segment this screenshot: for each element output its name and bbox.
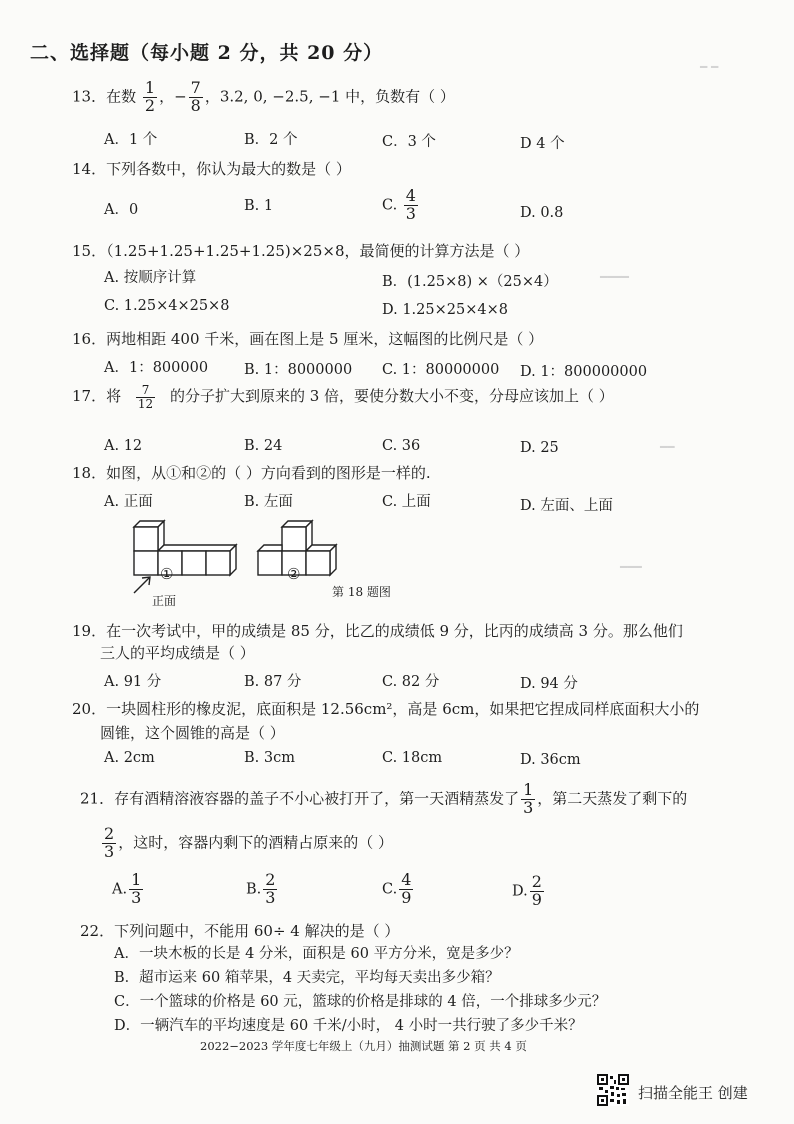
page-footer: 2022−2023 学年度七年级上（九月）抽测试题 第 2 页 共 4 页: [200, 1039, 527, 1053]
q13-fraction-2: $\frac{7}{8}$: [190, 78, 201, 115]
bleed-through-mark: ━━━━: [600, 270, 629, 284]
question-19-line-2: 三人的平均成绩是（ ）: [100, 644, 255, 662]
q13-option-a[interactable]: A．1 个: [104, 132, 158, 148]
bleed-through-mark: ━━: [660, 440, 675, 454]
question-13: [72, 80, 455, 115]
q21-option-c[interactable]: C. $\frac{4}{9}$: [382, 870, 412, 907]
q19-option-d[interactable]: D. 94 分: [520, 676, 578, 692]
q16-option-b[interactable]: B. 1：8000000: [244, 362, 353, 378]
q21-option-a[interactable]: A. $\frac{1}{3}$: [112, 870, 142, 907]
qr-code-icon: [597, 1074, 629, 1106]
q17-fraction: $\frac{7}{12}$: [137, 383, 154, 411]
q15-option-a[interactable]: A. 按顺序计算: [104, 270, 197, 286]
q17-prefix: 17．将: [72, 387, 122, 406]
figure-1-label: ①: [160, 565, 174, 583]
question-20-line-1: 20．一块圆柱形的橡皮泥，底面积是 12.56cm²，高是 6cm，如果把它捏成同样底面积大小的: [72, 700, 700, 718]
q21-option-d[interactable]: D. $\frac{2}{9}$: [512, 872, 542, 909]
q18-option-c[interactable]: C. 上面: [382, 494, 431, 510]
q13-option-c[interactable]: C．3 个: [382, 134, 436, 150]
section-title: 二、选择题（每小题 2 分，共 20 分）: [30, 42, 384, 64]
q21-fraction-1: $\frac{1}{3}$: [523, 780, 534, 817]
question-21-line-2: $\frac{2}{3}$ ，这时，容器内剩下的酒精占原来的（ ）: [104, 824, 393, 861]
q14-fraction: $\frac{4}{3}$: [405, 186, 416, 223]
q13-option-b[interactable]: B．2 个: [244, 132, 298, 148]
q19-option-a[interactable]: A. 91 分: [104, 674, 162, 690]
figure-1-cubes: [134, 521, 236, 575]
q17-suffix: 的分子扩大到原来的 3 倍，要使分数大小不变，分母应该加上（ ）: [169, 387, 614, 406]
q16-option-c[interactable]: C. 1：80000000: [382, 362, 500, 378]
q17-option-c[interactable]: C. 36: [382, 438, 421, 454]
question-17: [72, 384, 614, 410]
q21-option-b-fraction: $\frac{2}{3}$: [265, 870, 276, 907]
q20-option-b[interactable]: B. 3cm: [244, 750, 295, 766]
q21-option-d-fraction: $\frac{2}{9}$: [531, 872, 542, 909]
q20-option-c[interactable]: C. 18cm: [382, 750, 443, 766]
question-15: 15．（1.25+1.25+1.25+1.25)×25×8，最简便的计算方法是（ ）: [72, 242, 530, 260]
figure-2-label: ②: [287, 565, 301, 583]
q18-option-a[interactable]: A. 正面: [104, 494, 153, 510]
question-21-line-1: 21．存有酒精溶液容器的盖子不小心被打开了，第一天酒精蒸发了 $\frac{1}{3}$ ，第二天蒸发了剩下的: [80, 780, 688, 817]
q16-option-d[interactable]: D. 1：800000000: [520, 364, 648, 380]
q17-option-a[interactable]: A. 12: [104, 438, 143, 454]
bleed-through-mark: ━━━: [620, 560, 642, 574]
q20-option-d[interactable]: D. 36cm: [520, 752, 581, 768]
q13-prefix: 13．在数: [72, 87, 137, 106]
q22-option-b[interactable]: B．超市运来 60 箱苹果，4 天卖完，平均每天卖出多少箱？: [114, 970, 500, 986]
q13-option-d[interactable]: D 4 个: [520, 136, 565, 152]
q17-option-d[interactable]: D. 25: [520, 440, 559, 456]
q19-option-c[interactable]: C. 82 分: [382, 674, 440, 690]
bleed-through-mark: ━ ━: [700, 60, 719, 74]
q22-option-c[interactable]: C．一个篮球的价格是 60 元，篮球的价格是排球的 4 倍，一个排球多少元？: [114, 994, 607, 1010]
q21-option-b[interactable]: B. $\frac{2}{3}$: [246, 870, 276, 907]
q15-option-d[interactable]: D. 1.25×25×4×8: [382, 302, 508, 318]
q15-option-c[interactable]: C. 1.25×4×25×8: [104, 298, 230, 314]
q19-option-b[interactable]: B. 87 分: [244, 674, 302, 690]
question-16: 16．两地相距 400 千米，画在图上是 5 厘米，这幅图的比例尺是（ ）: [72, 330, 544, 348]
question-20-line-2: 圆锥，这个圆锥的高是（ ）: [100, 724, 285, 742]
front-arrow: [134, 577, 150, 593]
q21-fraction-2: $\frac{2}{3}$: [104, 824, 115, 861]
q13-fraction-1: $\frac{1}{2}$: [144, 78, 156, 115]
figure-caption: 第 18 题图: [332, 585, 391, 599]
q18-option-b[interactable]: B. 左面: [244, 494, 293, 510]
front-view-label: 正面: [152, 594, 177, 608]
q14-option-b[interactable]: B. 1: [244, 198, 274, 214]
question-19-line-1: 19．在一次考试中，甲的成绩是 85 分，比乙的成绩低 9 分，比丙的成绩高 3 分。那么他们: [72, 622, 683, 640]
q21-option-c-fraction: $\frac{4}{9}$: [401, 870, 412, 907]
q21-option-a-fraction: $\frac{1}{3}$: [131, 870, 142, 907]
q13-suffix: ，3.2, 0, −2.5, −1 中，负数有（ ）: [204, 87, 455, 106]
q20-option-a[interactable]: A. 2cm: [104, 750, 155, 766]
question-14: 14．下列各数中，你认为最大的数是（ ）: [72, 160, 351, 178]
scanner-watermark: 扫描全能王 创建: [638, 1084, 748, 1102]
question-22: 22．下列问题中，不能用 60÷ 4 解决的是（ ）: [80, 922, 400, 940]
question-18: 18．如图，从①和②的（ ）方向看到的图形是一样的.: [72, 464, 431, 482]
q22-option-d[interactable]: D．一辆汽车的平均速度是 60 千米/小时， 4 小时一共行驶了多少千米？: [114, 1018, 583, 1034]
q16-option-a[interactable]: A．1：800000: [104, 360, 209, 376]
q15-option-b[interactable]: B．(1.25×8) ×（25×4）: [382, 274, 558, 290]
q18-option-d[interactable]: D. 左面、上面: [520, 498, 613, 514]
q14-option-c[interactable]: C. $\frac{4}{3}$: [382, 186, 416, 223]
q13-sep: ，−: [159, 87, 187, 106]
q14-option-d[interactable]: D. 0.8: [520, 205, 564, 221]
q22-option-a[interactable]: A．一块木板的长是 4 分米，面积是 60 平方分米，宽是多少？: [114, 946, 519, 962]
q14-option-a[interactable]: A．0: [104, 202, 139, 218]
q17-option-b[interactable]: B. 24: [244, 438, 283, 454]
